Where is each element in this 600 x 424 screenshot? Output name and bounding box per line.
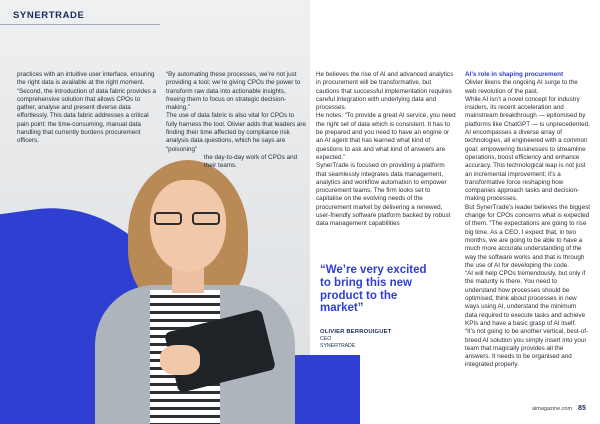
col2-paragraph-2: The use of data fabric is also vital for CPOs to fully harness the tool. Olivier adds that leaders are finding their time affected by compliance risk analysis data questions, which he says are “poisoning”	[166, 112, 307, 153]
section-heading: AI’s role in shaping procurement	[465, 71, 564, 78]
col2-paragraph-3: the day-to-day work of CPOs and their teams.	[204, 153, 298, 170]
col4-paragraph-4: But SynerTrade’s leader believes the biggest change for CPOs concerns what is expected of them. “The expectations are going to rise big time. As a CEO, I expect that, in two months, we are going to be able to have a much more accurate understanding of the way the software works and that is through the use of AI for developing the code.	[465, 203, 590, 269]
photo-hand	[160, 345, 200, 375]
column-4	[465, 71, 590, 370]
photo-face	[150, 180, 226, 272]
quote-attribution-name: OLIVIER BERROUIGUET	[320, 329, 392, 335]
quote-role-company: SYNERTRADE	[320, 342, 356, 349]
col4-paragraph-1: Olivier likens the ongoing AI surge to the web revolution of the past.	[465, 79, 578, 95]
quote-role-title: CEO	[320, 336, 332, 342]
pull-quote: “We’re very excited to bring this new product to the market”	[320, 264, 427, 315]
col3-paragraph-1: He believes the rise of AI and advanced analytics in procurement will be transformative, but cautions that successful implementation requires careful integration with underlying data and processes.	[316, 71, 454, 112]
col3-paragraph-2: He notes: “To provide a great AI service, you need the right set of data which is consistent. It has to be prepared and you need to have an engine or an AI agent that has learned what kind of questions to ask and what kind of answers are expected.”	[316, 112, 456, 161]
brand-header: SYNERTRADE	[13, 10, 85, 21]
quote-attribution-role	[320, 336, 355, 349]
page-footer	[532, 405, 586, 412]
column-3	[316, 71, 456, 229]
col4-paragraph-6: “It’s not going to be another vertical, best-of-breed AI solution you simply insert into your team that magically provides all the answers. It needs to be organised and integrated properly.	[465, 328, 589, 369]
footer-site: aimagazine.com	[532, 406, 573, 412]
brand-rule	[0, 24, 160, 25]
col4-paragraph-5: “AI will help CPOs tremendously, but only if the maturity is there. You need to understand how processes should be optimised, think about processes in new ways using AI, understand the minimum data required to execute tasks and achieve KPIs and have a basic grasp of AI itself.	[465, 270, 586, 327]
col1-paragraph-2: “Second, the introduction of data fabric provides a comprehensive solution that allows CPOs to gather, analyse and present diverse data effortlessly. This data fabric addresses a critical pain point: the time-consuming, manual data handling that currently burdens procurement officers.	[17, 87, 156, 145]
col4-paragraph-3: AI encompasses a diverse array of technologies, all engineered with a common goal: empowering businesses to streamline operations, boost efficiency and enhance accuracy. This technological leap is not just an incremental improvement; it’s a transformative force reshaping how companies approach tasks and decision-making processes.	[465, 129, 588, 203]
col3-paragraph-3: SynerTrade is focused on providing a platform that seamlessly integrates data management, analytics and workflow automation to empower procurement teams. The firm looks set to capitalise on the evolving needs of the procurement market by delivering a renewed, user-friendly software platform backed by robust data management capabilities	[316, 162, 451, 228]
column-1	[17, 71, 157, 146]
column-2	[166, 71, 306, 171]
photo-glasses	[152, 212, 224, 226]
col1-paragraph-1: practices with an intuitive user interface, ensuring the right data is available at the right moment.	[17, 71, 155, 87]
col4-paragraph-2: While AI isn’t a novel concept for industry insiders, its recent acceleration and mainstream breakthrough — epitomised by platforms like ChatGPT — is unprecedented.	[465, 95, 590, 128]
page-number: 85	[578, 405, 586, 412]
col2-paragraph-1: “By automating these processes, we’re not just providing a tool; we’re giving CPOs the power to transform raw data into actionable insights, freeing them to focus on strategic decision-making.”	[166, 71, 301, 112]
